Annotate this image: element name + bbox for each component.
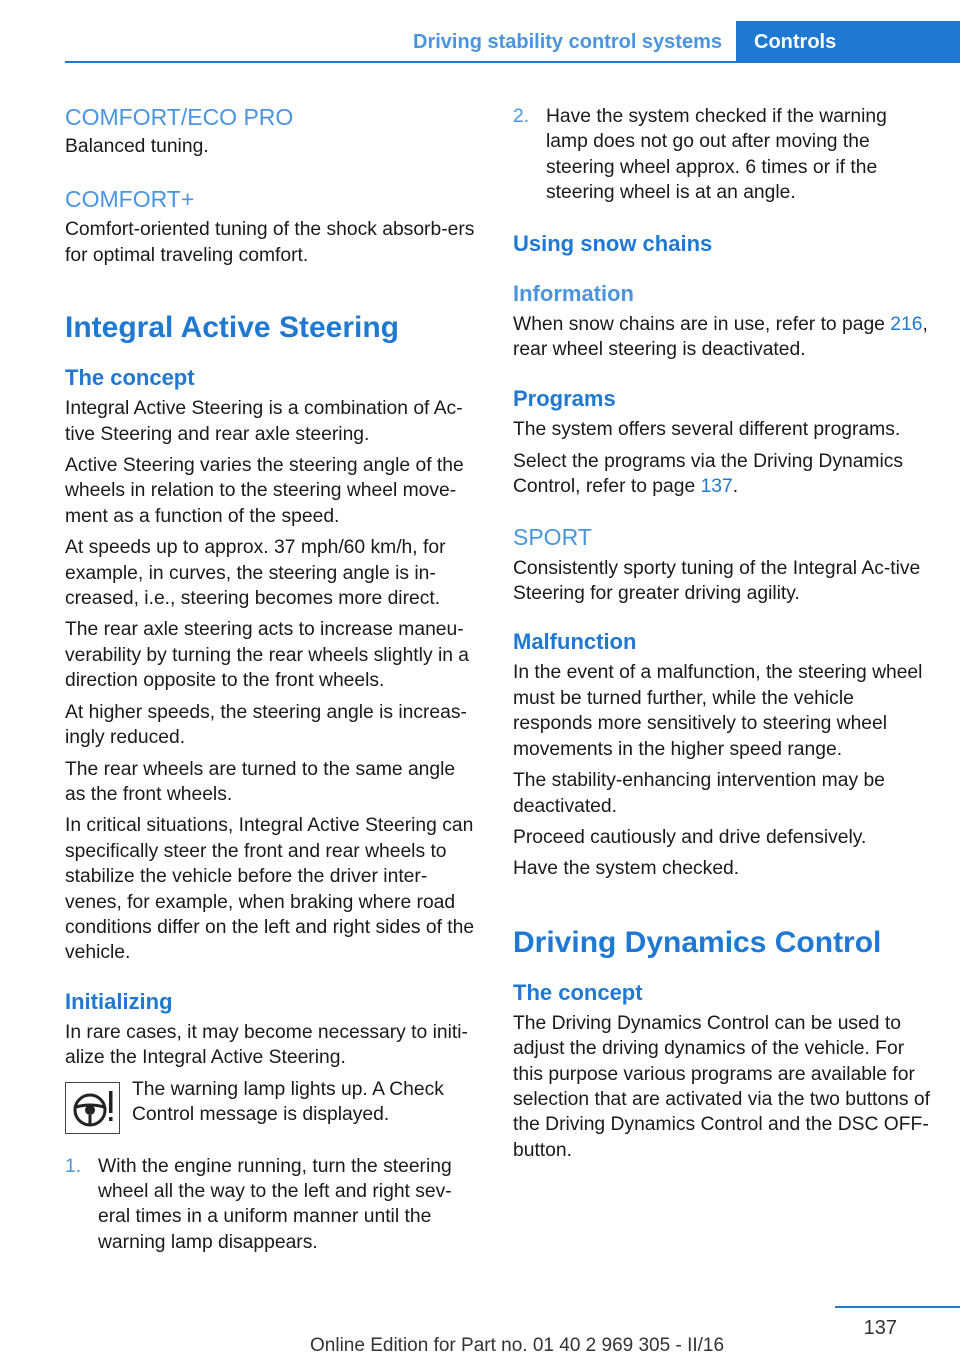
left-column [65, 104, 480, 1255]
header-tab-label: Controls [754, 30, 837, 53]
programs-text-end: . [732, 476, 739, 498]
information-text [513, 312, 931, 363]
header-tab-controls[interactable] [736, 21, 960, 63]
malfunction-paragraph-2: The stability-enhancing intervention may be deactivated. [513, 770, 885, 817]
chapter-title-driving-dynamics-control: Driving Dynamics Control [513, 925, 882, 959]
concept-paragraph-2: Active Steering varies the steering angle of the wheels in relation to the steering wheel move-ment as a function of the speed. [65, 455, 464, 527]
step-1 [65, 1154, 480, 1256]
page-link-216[interactable]: 216 [890, 313, 923, 335]
snow-chains-heading: Using snow chains [513, 230, 713, 256]
step-2-text: Have the system checked if the warning lamp does not go out after moving the steering wheel approx. 6 times or if the steering wheel is at an angle. [546, 106, 887, 204]
malfunction-paragraph-4: Have the system checked. [513, 858, 740, 880]
sport-heading: SPORT [513, 523, 592, 550]
footer-rule [835, 1306, 960, 1308]
concept-paragraph-1: Integral Active Steering is a combination of Ac-tive Steering and rear axle steering. [65, 398, 463, 445]
step-1-text: With the engine running, turn the steering wheel all the way to the left and right sev-eral times in a uniform manner until the warning lamp disappears. [98, 1155, 452, 1253]
programs-text-2 [513, 449, 931, 500]
programs-heading: Programs [513, 386, 616, 412]
comfort-eco-text: Balanced tuning. [65, 136, 209, 157]
right-column [513, 104, 931, 1163]
initializing-text: In rare cases, it may become necessary to initi-alize the Integral Active Steering. [65, 1021, 468, 1069]
information-text-end: , rear wheel steering is deactivated. [513, 313, 928, 361]
sport-text: Consistently sporty tuning of the Integral Ac-tive Steering for greater driving agility. [513, 557, 921, 605]
malfunction-heading: Malfunction [513, 629, 637, 655]
concept-paragraph-5: At higher speeds, the steering angle is increas-ingly reduced. [65, 701, 467, 749]
header-section-title: Driving stability control systems [413, 31, 722, 53]
concept-paragraph-6: The rear wheels are turned to the same angle as the front wheels. [65, 758, 456, 805]
concept-paragraph-4: The rear axle steering acts to increase maneu-verability by turning the rear wheels slightly in a direction opposite to the front wheels. [65, 619, 470, 692]
concept-paragraph-3: At speeds up to approx. 37 mph/60 km/h, for example, in curves, the steering angle is in-creased, i.e., steering becomes more direct. [65, 537, 446, 610]
step-1-number: 1. [65, 1155, 82, 1177]
page-number: 137 [863, 1317, 897, 1339]
programs-text-1: The system offers several different programs. [513, 419, 901, 441]
step-2 [513, 104, 931, 206]
footer-edition: Online Edition for Part no. 01 40 2 969 305 - II/16 [310, 1335, 725, 1356]
step-2-number: 2. [513, 106, 530, 127]
page-link-137[interactable]: 137 [700, 476, 733, 498]
ddc-concept-heading: The concept [513, 979, 643, 1005]
comfort-plus-heading: COMFORT+ [65, 186, 195, 213]
comfort-eco-heading: COMFORT/ECO PRO [65, 104, 294, 130]
initializing-heading: Initializing [65, 988, 173, 1014]
malfunction-paragraph-3: Proceed cautiously and drive defensively. [513, 826, 867, 848]
comfort-plus-text: Comfort-oriented tuning of the shock absorb-ers for optimal traveling comfort. [65, 219, 475, 266]
chapter-title-integral-active-steering: Integral Active Steering [65, 311, 399, 345]
malfunction-paragraph-1: In the event of a malfunction, the steering wheel must be turned further, while the vehicle responds more sensitively to steering wheel movements in the higher speed range. [513, 662, 923, 760]
warning-lamp-text: The warning lamp lights up. A Check Control message is displayed. [132, 1078, 444, 1125]
steering-warning-lamp-icon [65, 1082, 120, 1134]
information-heading: Information [513, 280, 634, 306]
warning-lamp-note [65, 1077, 480, 1134]
information-text-start: When snow chains are in use, refer to page [513, 313, 891, 335]
concept-paragraph-7: In critical situations, Integral Active Steering can specifically steer the front and rear wheels to stabilize the vehicle before the driver inter-venes, for example, when braking where road conditions differ on the left and right sides of the vehicle. [65, 815, 475, 964]
ddc-concept-text: The Driving Dynamics Control can be used to adjust the driving dynamics of the vehicle. For this purpose various programs are available for selection that are activated via the two buttons of the Driving Dynamics Control and the DSC OFF-button. [513, 1012, 930, 1161]
concept-heading: The concept [65, 365, 195, 391]
steering-warning-lamp-icon-graphic [66, 1083, 119, 1133]
programs-text-start: Select the programs via the Driving Dynamics Control, refer to page [513, 450, 904, 498]
